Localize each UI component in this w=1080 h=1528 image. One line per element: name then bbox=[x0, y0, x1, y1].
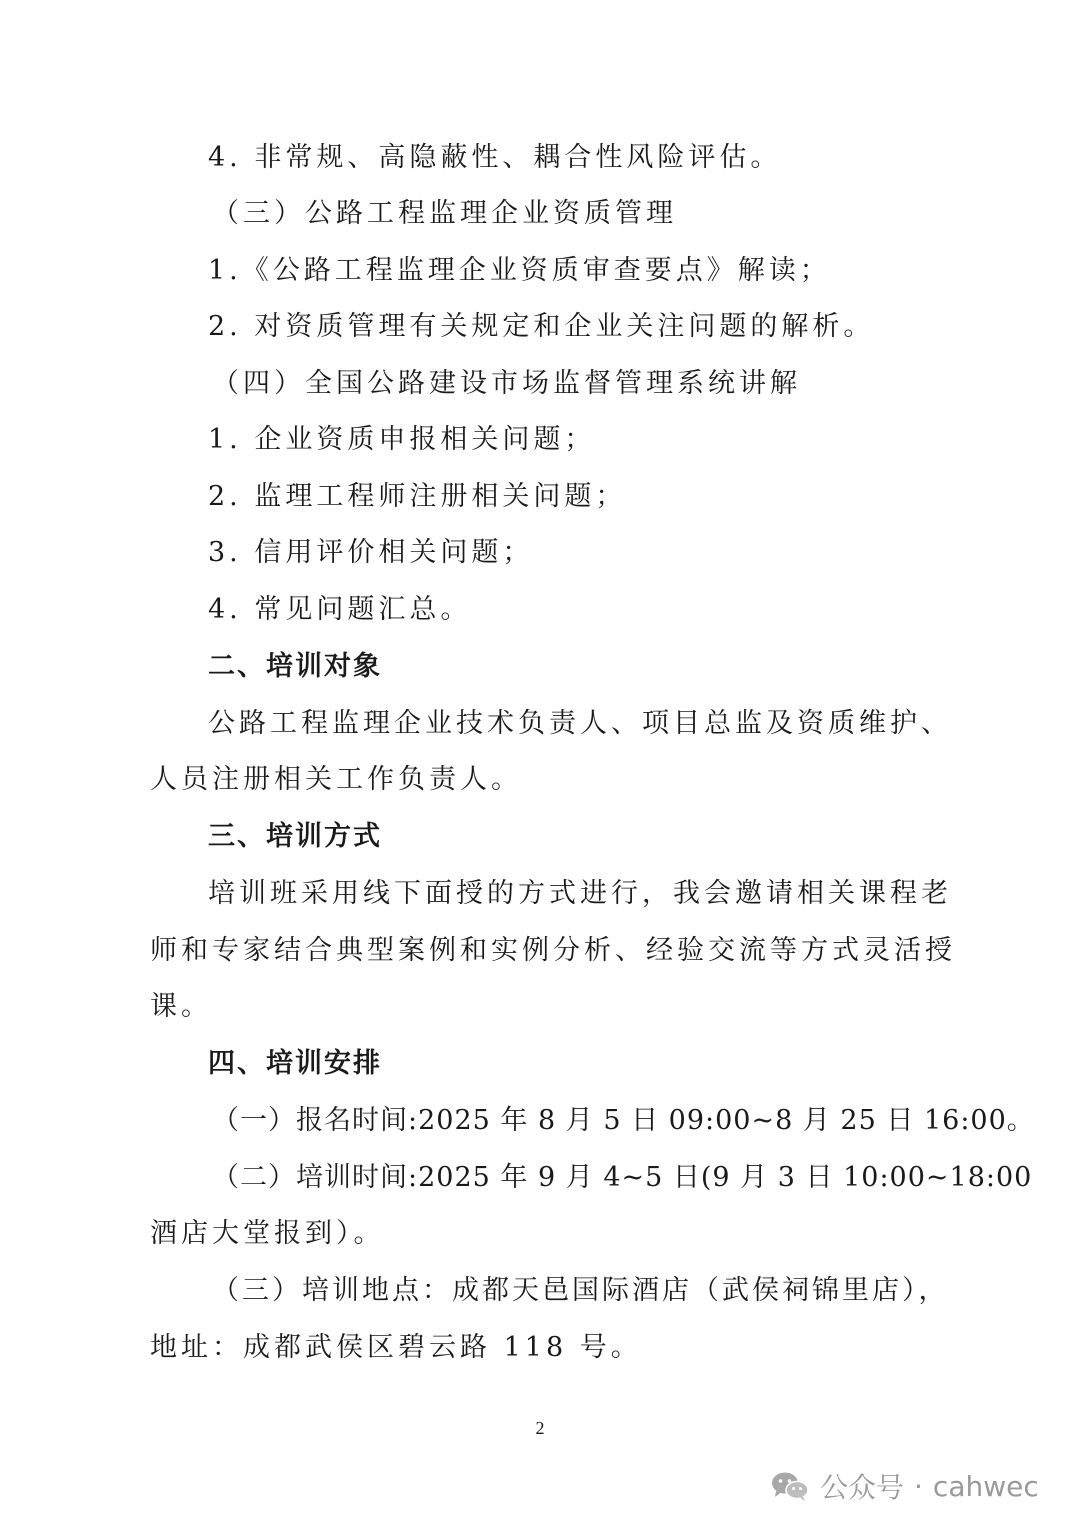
text-line: 人员注册相关工作负责人。 bbox=[150, 764, 522, 795]
section-heading: 三、培训方式 bbox=[208, 821, 382, 852]
text-line: 公路工程监理企业技术负责人、项目总监及资质维护、 bbox=[208, 708, 952, 739]
text-line: （一）报名时间:2025 年 8 月 5 日 09:00~8 月 25 日 16:00。 bbox=[212, 1105, 1035, 1136]
text-line: 1. 企业资质申报相关问题； bbox=[208, 424, 596, 455]
page-number: 2 bbox=[535, 1418, 545, 1438]
section-heading: 二、培训对象 bbox=[208, 651, 382, 682]
text-line: 4. 非常规、高隐蔽性、耦合性风险评估。 bbox=[208, 142, 782, 173]
text-line: 酒店大堂报到）。 bbox=[150, 1218, 385, 1249]
text-line: 师和专家结合典型案例和实例分析、经验交流等方式灵活授 bbox=[150, 935, 956, 966]
text-line: （三）培训地点：成都天邑国际酒店（武侯祠锦里店）， bbox=[212, 1275, 949, 1306]
text-line: （二）培训时间:2025 年 9 月 4~5 日(9 月 3 日 10:00~18:00 bbox=[212, 1162, 1033, 1193]
watermark-label: 公众号 bbox=[820, 1471, 905, 1504]
section-subheading: （三）公路工程监理企业资质管理 bbox=[212, 198, 677, 229]
section-heading: 四、培训安排 bbox=[208, 1048, 382, 1079]
text-line: 2. 对资质管理有关规定和企业关注问题的解析。 bbox=[208, 311, 875, 342]
text-line: 课。 bbox=[150, 991, 212, 1022]
text-line: 地址：成都武侯区碧云路 118 号。 bbox=[150, 1332, 642, 1363]
text-line: 4. 常见问题汇总。 bbox=[208, 594, 472, 625]
text-line: 培训班采用线下面授的方式进行，我会邀请相关课程老 bbox=[208, 878, 952, 909]
text-line: 3. 信用评价相关问题； bbox=[208, 537, 534, 568]
watermark-separator: · bbox=[914, 1469, 923, 1503]
text-line: 2. 监理工程师注册相关问题； bbox=[208, 481, 627, 512]
wechat-icon bbox=[770, 1470, 810, 1502]
watermark-account: cahwec bbox=[932, 1469, 1039, 1503]
section-subheading: （四）全国公路建设市场监督管理系统讲解 bbox=[212, 368, 801, 399]
wechat-watermark bbox=[770, 1464, 1039, 1508]
text-line: 1.《公路工程监理企业资质审查要点》解读； bbox=[208, 255, 831, 286]
